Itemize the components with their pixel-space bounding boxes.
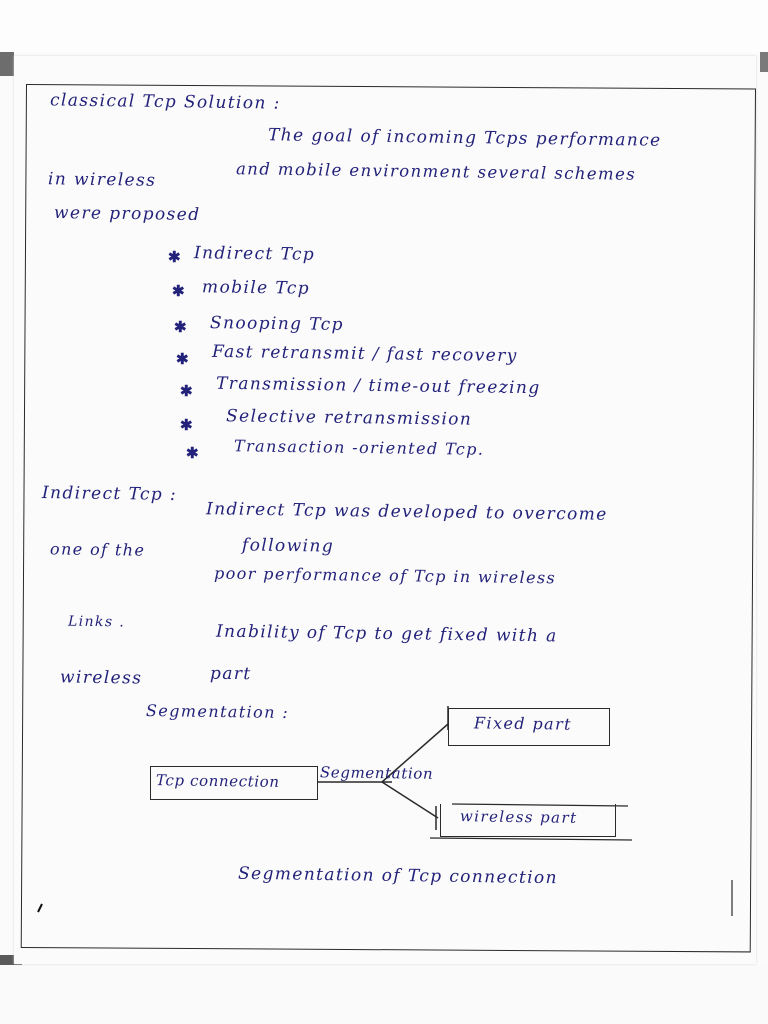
diagram-label: Segmentation : — [145, 701, 290, 722]
bullet-asterisk-icon: ✱ — [180, 416, 193, 434]
connector-label: Segmentation — [319, 763, 434, 783]
wireless-part-label: wireless part — [459, 807, 578, 827]
paragraph-line: wireless — [59, 667, 143, 689]
intro-line: were proposed — [53, 202, 201, 226]
paragraph-line: Inability of Tcp to get fixed with a — [215, 621, 558, 647]
paragraph-line: Links . — [67, 613, 126, 631]
bullet-asterisk-icon: ✱ — [180, 382, 193, 400]
scheme-item: Selective retransmission — [225, 406, 473, 430]
paragraph-line: Indirect Tcp was developed to overcome — [205, 499, 608, 525]
pen-mark — [38, 904, 42, 912]
scheme-item: Fast retransmit / fast recovery — [211, 341, 518, 367]
paragraph-line: following — [241, 535, 335, 557]
bullet-asterisk-icon: ✱ — [186, 444, 199, 462]
paragraph-line: poor performance of Tcp in wireless — [213, 563, 557, 588]
scheme-item: Indirect Tcp — [193, 243, 316, 265]
bullet-asterisk-icon: ✱ — [172, 282, 185, 300]
fixed-part-label: Fixed part — [473, 713, 573, 734]
diagram-caption: Segmentation of Tcp connection — [237, 863, 559, 889]
scheme-item: Transmission / time-out freezing — [215, 373, 541, 399]
intro-line: The goal of incoming Tcps performance — [267, 125, 662, 151]
page-heading: classical Tcp Solution : — [49, 90, 281, 114]
bullet-asterisk-icon: ✱ — [168, 248, 181, 266]
wireless-bottom-line — [430, 838, 632, 840]
scheme-item: Transaction -oriented Tcp. — [233, 436, 485, 459]
scheme-item: Snooping Tcp — [209, 313, 344, 335]
intro-line: in wireless — [47, 169, 157, 191]
intro-line: and mobile environment several schemes — [235, 159, 637, 184]
tcp-connection-label: Tcp connection — [155, 771, 280, 791]
paragraph-line: part — [209, 663, 252, 685]
connector-to-wireless — [382, 782, 438, 818]
bullet-asterisk-icon: ✱ — [174, 318, 187, 336]
paragraph-line: one of the — [49, 539, 146, 560]
section-heading: Indirect Tcp : — [41, 483, 178, 505]
scheme-item: mobile Tcp — [201, 277, 311, 299]
bullet-asterisk-icon: ✱ — [176, 350, 189, 368]
